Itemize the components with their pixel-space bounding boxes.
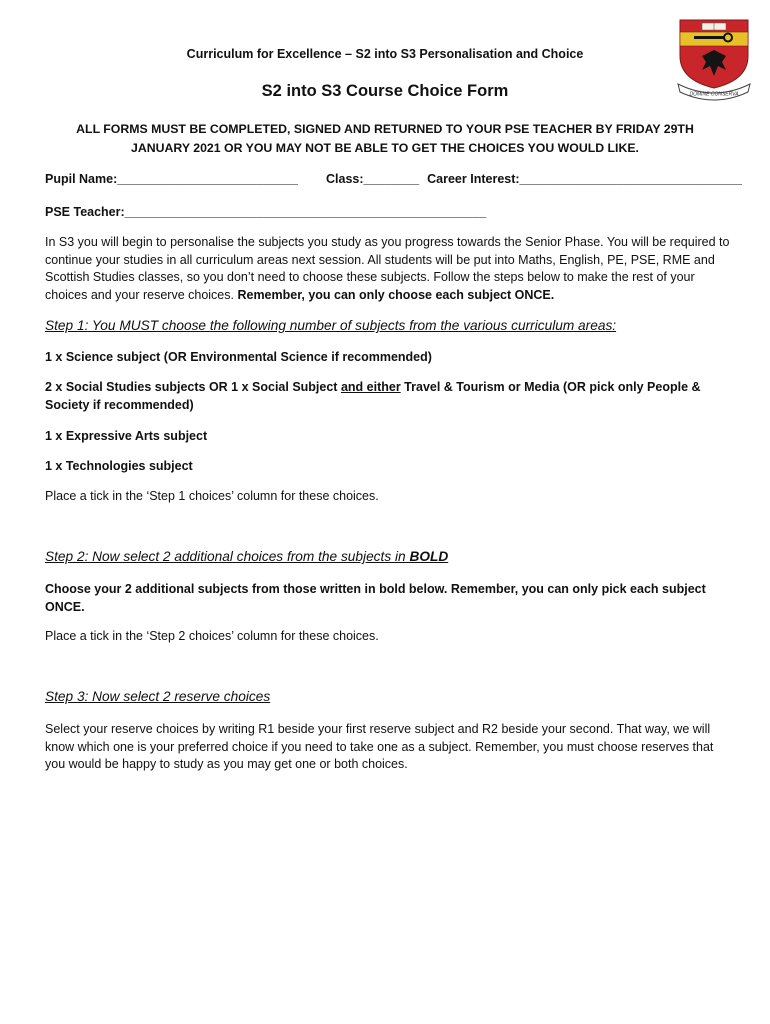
pupil-details-row <box>45 172 742 186</box>
step3-text: Select your reserve choices by writing R1 beside your first reserve subject and R2 beside your second. That way, we will know which one is your preferred choice if you need to take one as a subject. Remember, you must choose reserves that you would be happy to study as you may get one or both choices. <box>45 722 714 771</box>
step2-choose: Choose your 2 additional subjects from those written in bold below. Remember, you can only pick each subject ONCE. <box>45 582 706 614</box>
step2-heading <box>45 549 448 564</box>
step1-tick-instruction: Place a tick in the ‘Step 1 choices’ column for these choices. <box>45 489 379 503</box>
deadline-notice: ALL FORMS MUST BE COMPLETED, SIGNED AND RETURNED TO YOUR PSE TEACHER BY FRIDAY 29TH JANUARY 2021 OR YOU MAY NOT BE ABLE TO GET THE CHOICES YOU WOULD LIKE. <box>76 122 694 155</box>
step1-social-b: and either <box>340 380 401 394</box>
step1-social <box>45 379 730 414</box>
step1-technologies: 1 x Technologies subject <box>45 459 193 473</box>
step2-tick-instruction: Place a tick in the ‘Step 2 choices’ column for these choices. <box>45 629 379 643</box>
intro-text: In S3 you will begin to personalise the subjects you study as you progress towards the Senior Phase. You will be required to continue your studies in all curriculum areas next session. All students will be put into Maths, English, PE, PSE, RME and Scottish Studies classes, so you don’t need to choose these subjects. Follow the steps below to make the rest of your choices and your reserve choices. <box>45 235 730 302</box>
form-header: Curriculum for Excellence – S2 into S3 Personalisation and Choice <box>186 47 584 61</box>
intro-paragraph <box>45 234 730 304</box>
intro-emphasis: Remember, you can only choose each subject ONCE. <box>237 287 555 302</box>
crest-motto: DOMINE CONSERVA <box>689 91 739 98</box>
career-interest-field[interactable]: Career Interest:________________________________ <box>427 172 743 186</box>
page-title: S2 into S3 Course Choice Form <box>261 82 509 100</box>
pse-teacher-field[interactable]: PSE Teacher:____________________________________________________ <box>45 205 487 219</box>
pse-teacher-row <box>45 205 486 219</box>
step2-heading-bold: BOLD <box>409 549 449 564</box>
step1-social-a: 2 x Social Studies subjects OR 1 x Social Subject <box>45 380 341 394</box>
step1-expressive: 1 x Expressive Arts subject <box>45 429 208 443</box>
step3-heading: Step 3: Now select 2 reserve choices <box>45 689 271 704</box>
step2-heading-text: Step 2: Now select 2 additional choices from the subjects in <box>45 549 410 564</box>
step1-heading: Step 1: You MUST choose the following number of subjects from the various curriculum areas: <box>45 318 617 333</box>
step1-social-c: Travel & Tourism or Media (OR pick only People & Society if recommended) <box>45 380 701 412</box>
class-field[interactable]: Class:________ <box>326 172 420 186</box>
pupil-name-field[interactable]: Pupil Name:__________________________ <box>45 172 298 186</box>
step1-science: 1 x Science subject (OR Environmental Science if recommended) <box>45 350 432 364</box>
